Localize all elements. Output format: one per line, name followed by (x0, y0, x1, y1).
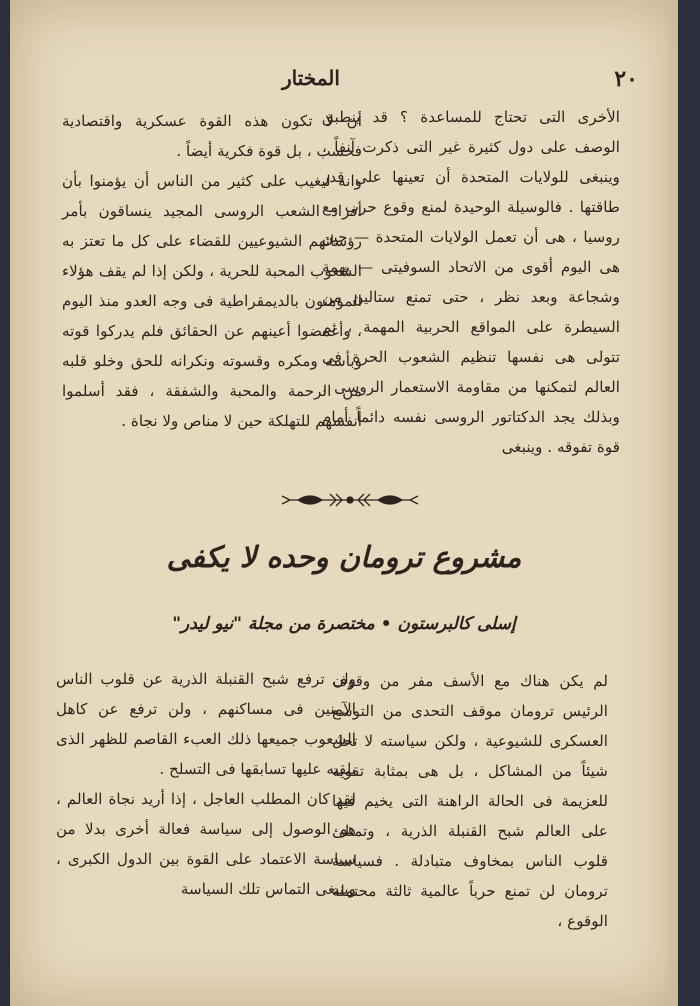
top-left-column (62, 106, 362, 436)
top-right-column (322, 102, 620, 462)
paragraph: لقد كان المطلب العاجل ، إذا أريد نجاة العالم ، هو الوصول إلى سياسة فعالة أخرى بدلا من سياسة الاعتماد على القوة بين الدول الكبرى ، وينبغى التماس تلك السياسة (56, 790, 356, 898)
ornament-divider-icon (270, 486, 430, 514)
bottom-right-column (332, 666, 608, 936)
article-byline: إسلى كالبرستون • مختصرة من مجلة "نيو ليدر" (172, 614, 516, 634)
paragraph: لم يكن هناك مع الأسف مفر من وقوف الرئيس ترومان موقف التحدى من التوسع العسكرى للشيوعية ، ولكن سياسته لا تحل شيئاً من المشاكل ، بل هى بمثابة تقوية للعزيمة فى الحالة الراهنة التى يخيم فيها على العالم شبح القنبلة الذرية ، وتمتلئ قلوب الناس بمخاوف متبادلة . فسياسة ترومان لن تمنع حرباً عالمية ثالثة محتملة الوقوع ، (332, 672, 608, 930)
article-title: مشروع ترومان وحده لا يكفى (166, 540, 522, 574)
page-number: ٢٠ (614, 66, 638, 92)
paragraph: ولن ترفع شبح القنبلة الذرية عن قلوب الناس الآمنين فى مساكنهم ، ولن ترفع عن كاهل الشعوب جميعها ذلك العبء القاصم للظهر الذى يلقيه عليها تسابقها فى التسلح . (56, 670, 356, 778)
page-header (50, 66, 638, 100)
bottom-left-column (56, 664, 356, 904)
paragraph: الأخرى التى تحتاج للمساعدة ؟ قد ينطبق الوصف على دول كثيرة غير التى ذكرت آنفاً ، وينبغى للولايات المتحدة أن تعينها على قدر طاقتها . فالوسيلة الوحيدة لمنع وقوع حرب مع روسيا ، هى أن تعمل الولايات المتحدة — حين هى اليوم أقوى من الاتحاد السوفيتى — بهمة وشجاعة وبعد نظر ، حتى تمنع ستالين من السيطرة على المواقع الحربية المهمة ، ثم تتولى هى نفسها تنظيم الشعوب الحرة فى العالم لتمكنها من مقاومة الاستعمار الروسى ، وبذلك يجد الدكتاتور الروسى نفسه دائماً أمام قوة تفوقه . وينبغى (322, 108, 620, 456)
magazine-page (10, 0, 678, 1006)
paragraph: وانه ليغيب على كثير من الناس أن يؤمنوا بأن أفراد الشعب الروسى المجيد ينساقون بأمر رؤسائهم الشيوعيين للقضاء على كل ما تعتز به الشعوب المحبة للحرية ، ولكن إذا لم يقف هؤلاء المؤمنون بالديمقراطية فى وجه العدو منذ اليوم ، وأغمضوا أعينهم عن الحقائق فلم يدركوا قوته وبأسه ومكره وقسوته ونكرانه للحق وخلو قلبه من الرحمة والمحبة والشفقة ، فقد أسلموا أنفسهم للتهلكة حين لا مناص ولا نجاة . (62, 172, 362, 430)
running-title: المختار (282, 66, 340, 90)
paragraph: أن لا تكون هذه القوة عسكرية واقتصادية فحسب ، بل قوة فكرية أيضاً . (62, 112, 362, 160)
